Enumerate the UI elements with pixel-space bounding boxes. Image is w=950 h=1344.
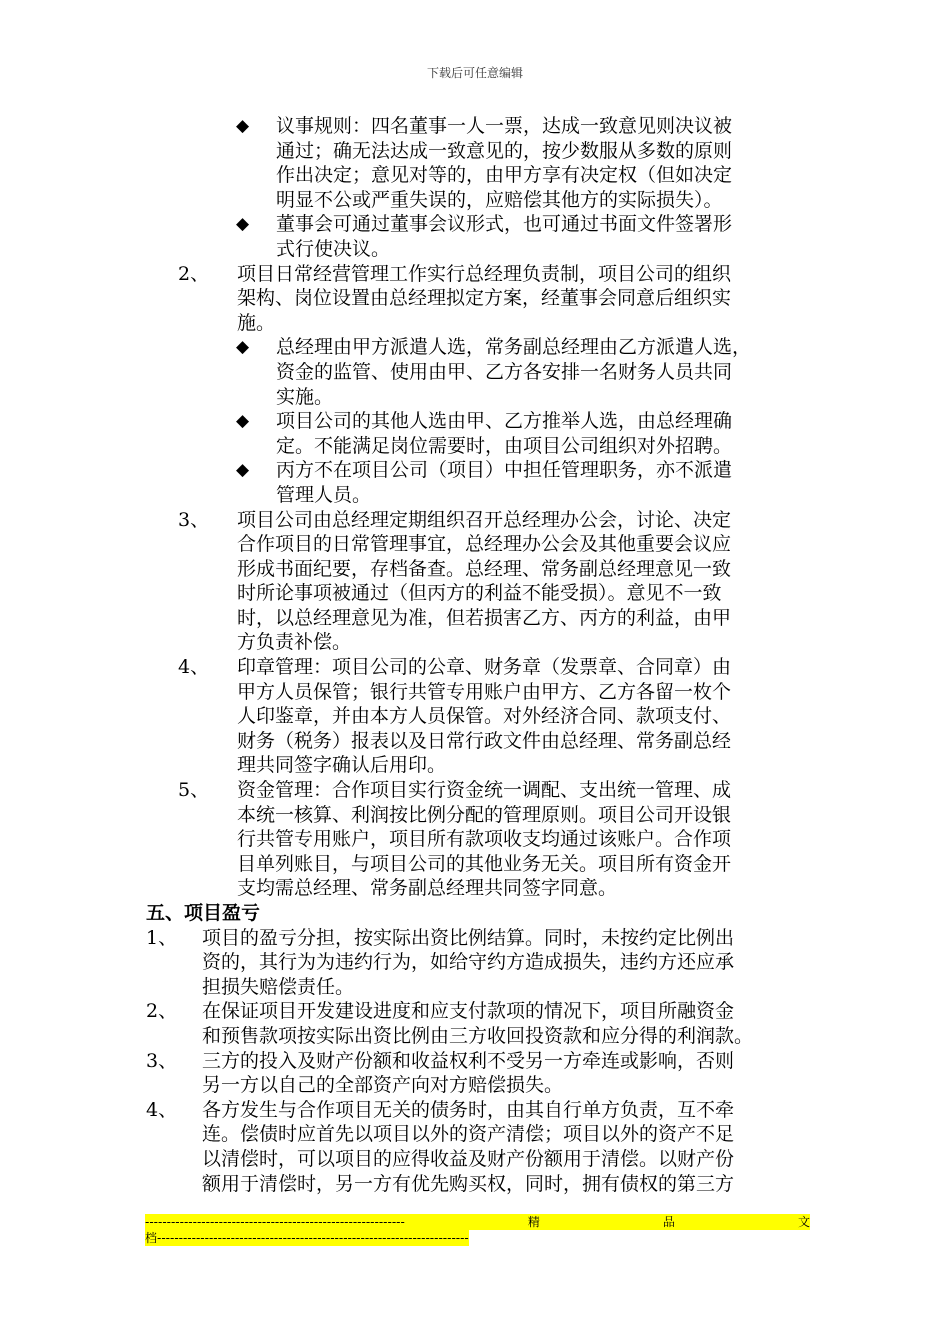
numbered-line xyxy=(0,876,950,901)
bullet-text: 管理人员。 xyxy=(276,483,372,506)
numbered-line xyxy=(0,827,950,852)
item-text: 和预售款项按实际出资比例由三方收回投资款和应分得的利润款。 xyxy=(202,1024,754,1047)
item-text: 项目公司由总经理定期组织召开总经理办公会，讨论、决定 xyxy=(237,508,732,531)
numbered-line xyxy=(0,655,950,680)
item-number: 1、 xyxy=(146,926,178,949)
item-number: 4、 xyxy=(178,656,210,679)
bullet-text: 丙方不在项目公司（项目）中担任管理职务，亦不派遣 xyxy=(276,459,733,482)
numbered-line xyxy=(0,950,950,975)
bullet-text: 式行使决议。 xyxy=(276,237,391,260)
item-text: 时所论事项被通过（但丙方的利益不能受损）。意见不一致 xyxy=(237,582,722,605)
item-text: 甲方人员保管；银行共管专用账户由甲方、乙方各留一枚个 xyxy=(237,680,732,703)
item-text: 项目的盈亏分担，按实际出资比例结算。同时，未按约定比例出 xyxy=(202,926,735,949)
footer-line-2: 档------------------------------------------------------------------------ xyxy=(145,1231,469,1245)
item-text: 资的，其行为为违约行为，如给守约方造成损失，违约方还应承 xyxy=(202,951,735,974)
item-text: 在保证项目开发建设进度和应支付款项的情况下，项目所融资金 xyxy=(202,1000,735,1023)
numbered-line xyxy=(0,1049,950,1074)
bullet-text: 明显不公或严重失误的，应赔偿其他方的实际损失）。 xyxy=(276,188,723,211)
numbered-line xyxy=(0,581,950,606)
numbered-line xyxy=(0,1172,950,1197)
bullet-text: 项目公司的其他人选由甲、乙方推举人选，由总经理确 xyxy=(276,410,733,433)
item-number: 2、 xyxy=(178,262,210,285)
footer-word-1: 精 xyxy=(527,1215,540,1229)
item-text: 行共管专用账户，项目所有款项收支均通过该账户。合作项 xyxy=(237,828,732,851)
item-number: 2、 xyxy=(146,1000,178,1023)
numbered-line xyxy=(0,1098,950,1123)
bullet-line xyxy=(0,434,950,459)
item-text: 目单列账目，与项目公司的其他业务无关。项目所有资金开 xyxy=(237,852,732,875)
bullet-line xyxy=(0,163,950,188)
item-text: 施。 xyxy=(237,311,276,334)
numbered-line xyxy=(0,926,950,951)
bullet-text: 总经理由甲方派遣人选，常务副总经理由乙方派遣人选， xyxy=(276,336,752,359)
item-text: 额用于清偿时，另一方有优先购买权，同时，拥有债权的第三方 xyxy=(202,1172,735,1195)
item-text: 本统一核算、利润按比例分配的管理原则。项目公司开设银 xyxy=(237,803,732,826)
bullet-line xyxy=(0,335,950,360)
numbered-line xyxy=(0,975,950,1000)
item-text: 合作项目的日常管理事宜，总经理办公会及其他重要会议应 xyxy=(237,533,732,556)
page-header: 下载后可任意编辑 xyxy=(426,66,523,80)
item-text: 支均需总经理、常务副总经理共同签字同意。 xyxy=(237,877,618,900)
bullet-line xyxy=(0,483,950,508)
numbered-line xyxy=(0,999,950,1024)
bullet-text: 作出决定；意见对等的，由甲方享有决定权（但如决定 xyxy=(276,164,733,187)
item-number: 5、 xyxy=(178,779,210,802)
numbered-line xyxy=(0,704,950,729)
bullet-line xyxy=(0,409,950,434)
bullet-text: 通过；确无法达成一致意见的，按少数服从多数的原则 xyxy=(276,139,733,162)
item-number: 3、 xyxy=(178,508,210,531)
numbered-line xyxy=(0,1122,950,1147)
item-text: 架构、岗位设置由总经理拟定方案，经董事会同意后组织实 xyxy=(237,287,732,310)
numbered-line xyxy=(0,852,950,877)
bullet-text: 资金的监管、使用由甲、乙方各安排一名财务人员共同 xyxy=(276,360,733,383)
numbered-line xyxy=(0,311,950,336)
item-text: 以清偿时，可以项目的应得收益及财产份额用于清偿。以财产份 xyxy=(202,1147,735,1170)
item-text: 担损失赔偿责任。 xyxy=(202,975,355,998)
item-text: 印章管理：项目公司的公章、财务章（发票章、合同章）由 xyxy=(237,656,732,679)
item-text: 方负责补偿。 xyxy=(237,631,352,654)
bullet-line xyxy=(0,385,950,410)
numbered-line xyxy=(0,1073,950,1098)
numbered-line xyxy=(0,557,950,582)
bullet-text: 议事规则：四名董事一人一票，达成一致意见则决议被 xyxy=(276,115,733,137)
bullet-line xyxy=(0,458,950,483)
numbered-line xyxy=(0,1024,950,1049)
diamond-bullet-icon: ◆ xyxy=(236,411,250,432)
item-text: 项目日常经营管理工作实行总经理负责制，项目公司的组织 xyxy=(237,262,732,285)
item-text: 资金管理：合作项目实行资金统一调配、支出统一管理、成 xyxy=(237,779,732,802)
item-text: 另一方以自己的全部资产向对方赔偿损失。 xyxy=(202,1074,564,1097)
numbered-line xyxy=(0,286,950,311)
bullet-text: 董事会可通过董事会议形式，也可通过书面文件签署形 xyxy=(276,213,733,236)
item-number: 3、 xyxy=(146,1049,178,1072)
diamond-bullet-icon: ◆ xyxy=(236,460,250,481)
numbered-line xyxy=(0,508,950,533)
footer-banner xyxy=(145,1214,810,1246)
bullet-line xyxy=(0,188,950,213)
document-body xyxy=(0,114,950,1196)
numbered-line xyxy=(0,1147,950,1172)
bullet-line xyxy=(0,237,950,262)
item-text: 各方发生与合作项目无关的债务时，由其自行单方负责，互不牵 xyxy=(202,1098,735,1121)
diamond-bullet-icon: ◆ xyxy=(236,337,250,358)
numbered-line xyxy=(0,630,950,655)
item-text: 理共同签字确认后用印。 xyxy=(237,754,447,777)
bullet-line xyxy=(0,114,950,139)
diamond-bullet-icon: ◆ xyxy=(236,116,250,136)
numbered-line xyxy=(0,753,950,778)
numbered-line xyxy=(0,778,950,803)
section-heading xyxy=(0,901,950,926)
numbered-line xyxy=(0,680,950,705)
bullet-text: 定。不能满足岗位需要时，由项目公司组织对外招聘。 xyxy=(276,434,733,457)
item-text: 时，以总经理意见为准，但若损害乙方、丙方的利益，由甲 xyxy=(237,606,732,629)
bullet-line xyxy=(0,139,950,164)
numbered-line xyxy=(0,803,950,828)
bullet-line xyxy=(0,360,950,385)
item-number: 4、 xyxy=(146,1098,178,1121)
footer-word-2: 品 xyxy=(662,1215,675,1229)
numbered-line xyxy=(0,729,950,754)
numbered-line xyxy=(0,532,950,557)
item-text: 连。偿债时应首先以项目以外的资产清偿；项目以外的资产不足 xyxy=(202,1123,735,1146)
section-heading-text: 五、项目盈亏 xyxy=(146,902,261,924)
footer-word-3: 文 xyxy=(797,1215,810,1229)
numbered-line xyxy=(0,262,950,287)
diamond-bullet-icon: ◆ xyxy=(236,214,250,235)
item-text: 财务（税务）报表以及日常行政文件由总经理、常务副总经 xyxy=(237,729,732,752)
item-text: 三方的投入及财产份额和收益权利不受另一方牵连或影响，否则 xyxy=(202,1049,735,1072)
item-text: 人印鉴章，并由本方人员保管。对外经济合同、款项支付、 xyxy=(237,705,732,728)
bullet-text: 实施。 xyxy=(276,385,334,408)
numbered-line xyxy=(0,606,950,631)
bullet-line xyxy=(0,212,950,237)
footer-dashes: ------------------------------------------------------------ xyxy=(145,1215,405,1229)
footer-line-1 xyxy=(145,1214,810,1230)
item-text: 形成书面纪要，存档备查。总经理、常务副总经理意见一致 xyxy=(237,557,732,580)
